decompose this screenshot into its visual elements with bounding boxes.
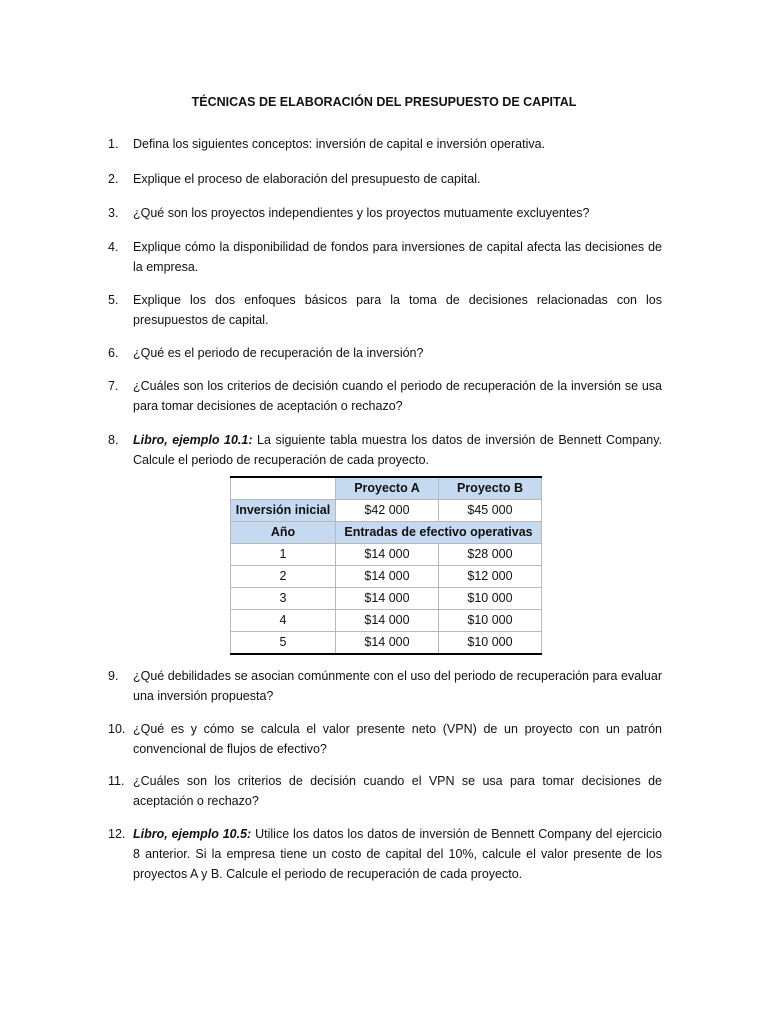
question-number: 9. <box>108 669 119 683</box>
question-text: ¿Qué son los proyectos independientes y los proyectos mutuamente excluyentes? <box>133 206 590 220</box>
table-header-row <box>231 477 542 500</box>
investment-table <box>230 476 542 655</box>
table-row <box>231 566 542 588</box>
table-cell: $42 000 <box>336 500 439 522</box>
question-7 <box>108 376 662 416</box>
question-2 <box>108 169 662 189</box>
question-10 <box>108 719 662 759</box>
question-text <box>133 824 662 884</box>
table-cell: $10 000 <box>438 632 541 655</box>
question-8 <box>108 430 662 470</box>
table-cell: $14 000 <box>336 610 439 632</box>
question-body: La siguiente tabla muestra los datos de inversión de Bennett Company. Calcule el periodo de recuperación de cada proyecto. <box>133 433 662 467</box>
question-text: Explique el proceso de elaboración del presupuesto de capital. <box>133 172 481 186</box>
question-9 <box>108 666 662 706</box>
question-11 <box>108 771 662 811</box>
year-cell: 3 <box>231 588 336 610</box>
question-number: 4. <box>108 240 119 254</box>
initial-investment-row <box>231 500 542 522</box>
cash-flows-header: Entradas de efectivo operativas <box>336 522 542 544</box>
table-corner-cell <box>231 477 336 500</box>
question-text: Explique cómo la disponibilidad de fondos para inversiones de capital afecta las decisiones de la empresa. <box>133 240 662 274</box>
question-5 <box>108 290 662 330</box>
page-title: TÉCNICAS DE ELABORACIÓN DEL PRESUPUESTO DE CAPITAL <box>191 95 577 109</box>
year-cell: 4 <box>231 610 336 632</box>
year-cell: 1 <box>231 544 336 566</box>
question-6 <box>108 343 662 363</box>
question-text: Explique los dos enfoques básicos para la toma de decisiones relacionadas con los presupuestos de capital. <box>133 293 662 327</box>
question-text: ¿Cuáles son los criterios de decisión cuando el VPN se usa para tomar decisiones de aceptación o rechazo? <box>133 774 662 808</box>
table-cell: $10 000 <box>438 588 541 610</box>
question-text <box>133 430 662 470</box>
question-4 <box>108 237 662 277</box>
table-row <box>231 588 542 610</box>
question-text: ¿Qué es y cómo se calcula el valor presente neto (VPN) de un proyecto con un patrón convencional de flujos de efectivo? <box>133 722 662 756</box>
question-text: Defina los siguientes conceptos: inversión de capital e inversión operativa. <box>133 137 546 151</box>
column-header: Proyecto B <box>438 477 541 500</box>
question-number: 6. <box>108 346 119 360</box>
question-text: ¿Cuáles son los criterios de decisión cuando el periodo de recuperación de la inversión se usa para tomar decisiones de aceptación o rechazo? <box>133 379 662 413</box>
subheader-row <box>231 522 542 544</box>
question-number: 11. <box>108 774 125 788</box>
book-reference: Libro, ejemplo 10.5: <box>133 827 252 841</box>
question-text: ¿Qué debilidades se asocian comúnmente con el uso del periodo de recuperación para evaluar una inversión propuesta? <box>133 669 662 703</box>
table-cell: $12 000 <box>438 566 541 588</box>
column-header: Proyecto A <box>336 477 439 500</box>
question-number: 2. <box>108 172 119 186</box>
question-number: 12. <box>108 827 126 841</box>
question-text: ¿Qué es el periodo de recuperación de la inversión? <box>133 346 424 360</box>
table-cell: $10 000 <box>438 610 541 632</box>
table-row <box>231 544 542 566</box>
year-cell: 5 <box>231 632 336 655</box>
question-number: 3. <box>108 206 119 220</box>
year-header: Año <box>231 522 336 544</box>
question-1 <box>108 134 662 154</box>
row-label: Inversión inicial <box>231 500 336 522</box>
question-body: Utilice los datos los datos de inversión de Bennett Company del ejercicio 8 anterior. Si la empresa tiene un costo de capital del 10%, calcule el valor presente de los proyectos A y B. Calcule el periodo de recuperación de cada proyecto. <box>133 827 663 881</box>
book-reference: Libro, ejemplo 10.1: <box>133 433 253 447</box>
table-cell: $14 000 <box>336 566 439 588</box>
question-3 <box>108 203 662 223</box>
table-row <box>231 632 542 655</box>
question-number: 10. <box>108 722 126 736</box>
year-cell: 2 <box>231 566 336 588</box>
table-row <box>231 610 542 632</box>
table-cell: $14 000 <box>336 632 439 655</box>
table-cell: $28 000 <box>438 544 541 566</box>
question-number: 8. <box>108 433 119 447</box>
question-12 <box>108 824 662 884</box>
table-cell: $14 000 <box>336 588 439 610</box>
question-number: 5. <box>108 293 119 307</box>
question-number: 7. <box>108 379 119 393</box>
table-cell: $45 000 <box>438 500 541 522</box>
table-cell: $14 000 <box>336 544 439 566</box>
question-number: 1. <box>108 137 119 151</box>
